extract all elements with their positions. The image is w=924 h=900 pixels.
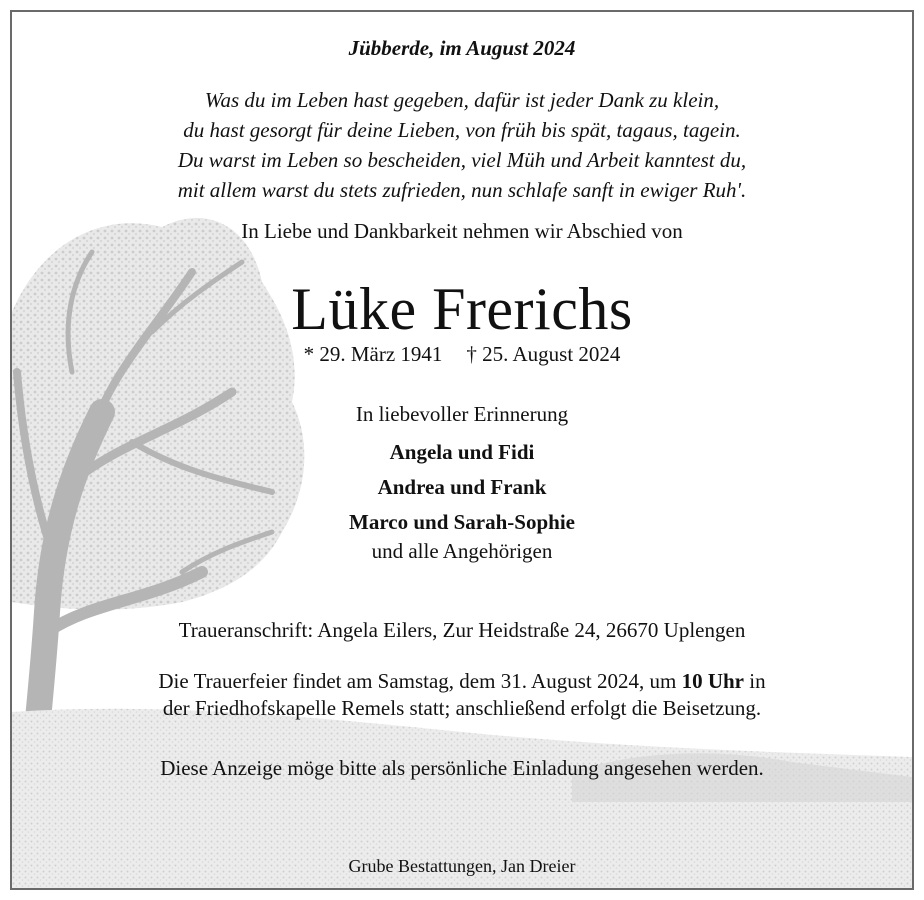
poem-line: du hast gesorgt für deine Lieben, von früh bis spät, tagaus, tagein.: [183, 118, 741, 142]
service-text-end: in: [744, 669, 766, 693]
service-info: [12, 668, 912, 722]
poem-line: Was du im Leben hast gegeben, dafür ist jeder Dank zu klein,: [204, 88, 720, 112]
deceased-name: Lüke Frerichs: [291, 276, 633, 342]
life-dates: [12, 342, 912, 367]
service-text: Die Trauerfeier findet am Samstag, dem 31. August 2024, um: [158, 669, 682, 693]
farewell-intro: In Liebe und Dankbarkeit nehmen wir Abschied von: [241, 219, 683, 243]
relatives-line: und alle Angehörigen: [371, 539, 553, 563]
birth-date: * 29. März 1941: [303, 342, 443, 366]
mourners-list: [12, 435, 912, 540]
service-time: 10 Uhr: [681, 669, 744, 693]
poem: [12, 85, 912, 205]
death-date: † 25. August 2024: [466, 342, 621, 366]
undertaker: Grube Bestattungen, Jan Dreier: [348, 856, 576, 876]
mourner: Angela und Fidi: [389, 440, 535, 464]
mourner: Andrea und Frank: [377, 475, 547, 499]
notice-content: [12, 12, 912, 888]
invitation-note: Diese Anzeige möge bitte als persönliche Einladung angesehen werden.: [160, 756, 764, 780]
mourner: Marco und Sarah-Sophie: [349, 510, 575, 534]
memory-line: In liebevoller Erinnerung: [355, 402, 569, 426]
place-date: Jübberde, im August 2024: [348, 36, 576, 60]
notice-frame: [10, 10, 914, 890]
mourning-address: Traueranschrift: Angela Eilers, Zur Heidstraße 24, 26670 Uplengen: [178, 618, 746, 642]
service-line-1: [12, 668, 912, 695]
poem-line: mit allem warst du stets zufrieden, nun schlafe sanft in ewiger Ruh'.: [177, 178, 747, 202]
poem-line: Du warst im Leben so bescheiden, viel Müh und Arbeit kanntest du,: [177, 148, 747, 172]
service-line-2: der Friedhofskapelle Remels statt; anschließend erfolgt die Beisetzung.: [162, 696, 762, 720]
